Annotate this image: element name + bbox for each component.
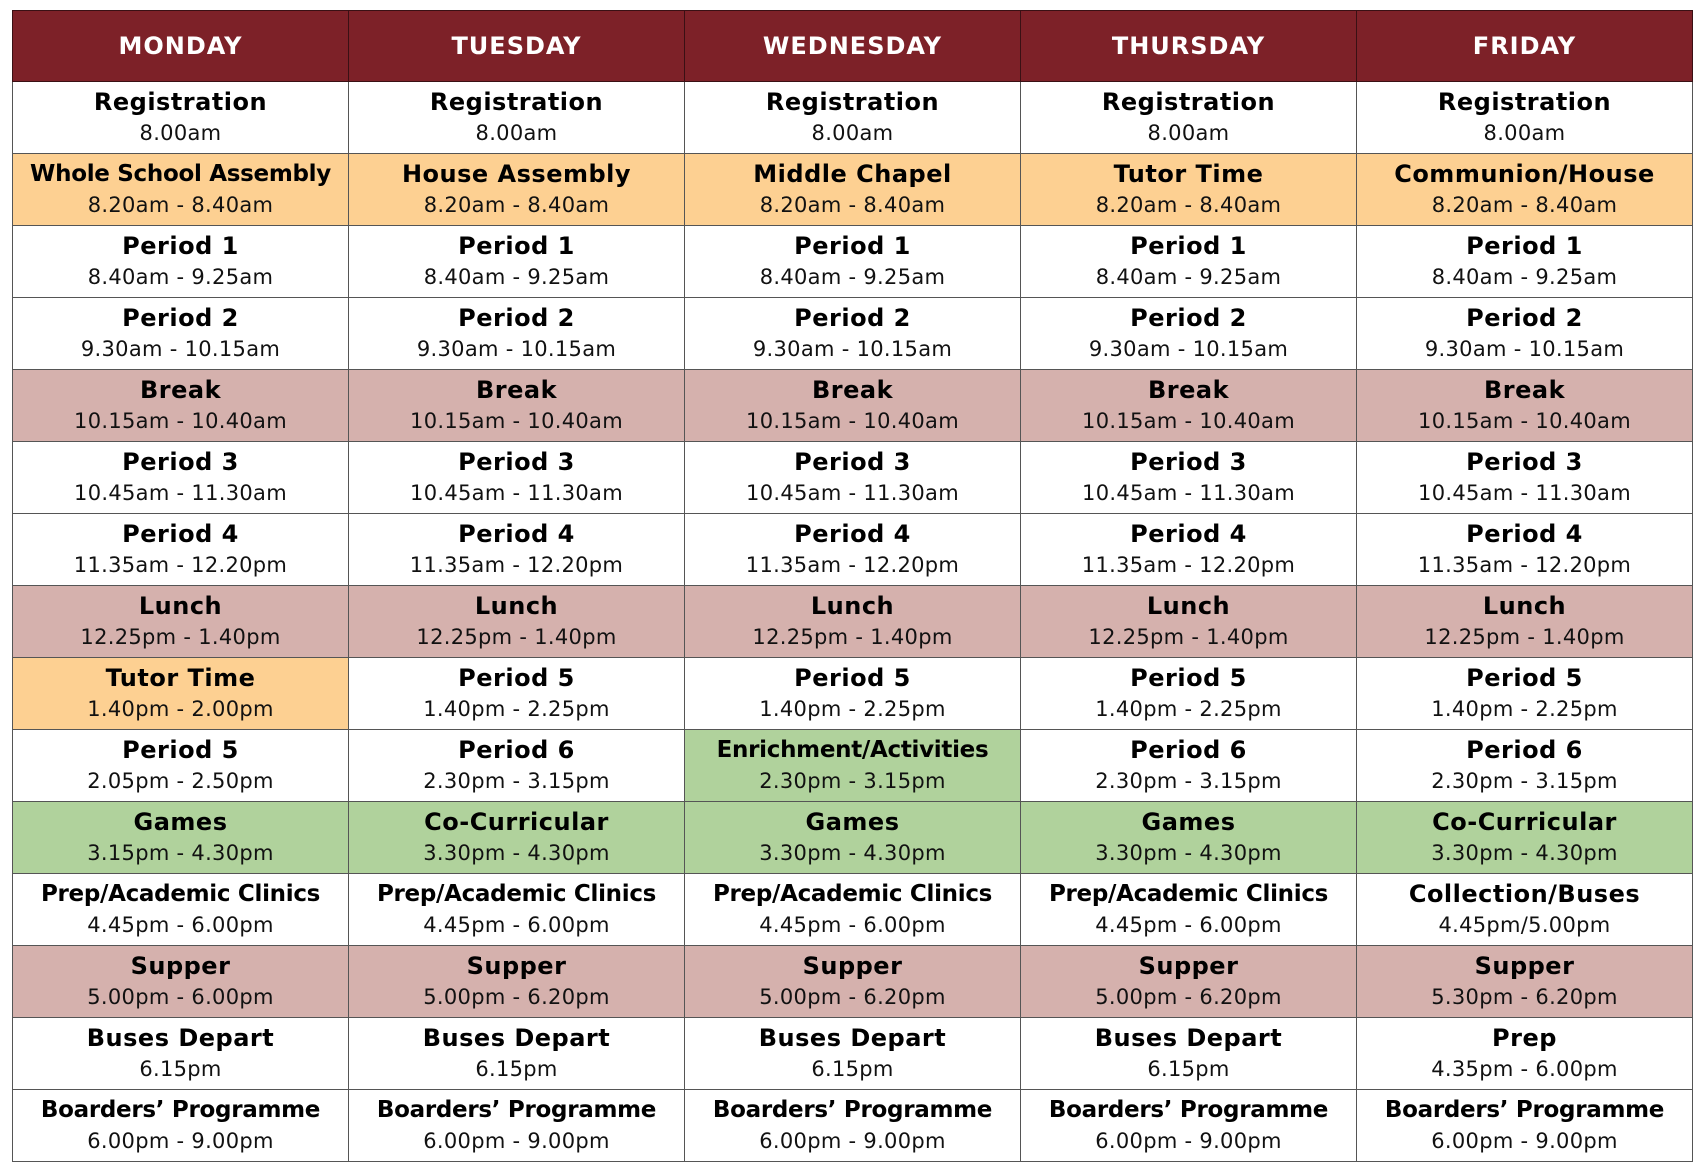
session-title: Period 3: [1466, 447, 1583, 476]
session-time: 8.00am: [139, 120, 222, 145]
timetable-cell-friday: [1357, 82, 1693, 154]
session-time: 4.45pm - 6.00pm: [423, 912, 610, 937]
day-header-wednesday: WEDNESDAY: [685, 11, 1021, 82]
timetable-cell-thursday: [1021, 586, 1357, 658]
session-title: Period 3: [1130, 447, 1247, 476]
timetable-cell-wednesday: [685, 82, 1021, 154]
session-title: Games: [805, 807, 900, 836]
session-title: Prep/Academic Clinics: [40, 880, 321, 907]
session-time: 11.35am - 12.20pm: [409, 552, 624, 577]
session-time: 6.15pm: [475, 1056, 558, 1081]
timetable-cell-thursday: [1021, 370, 1357, 442]
session-title: Buses Depart: [422, 1023, 611, 1052]
session-title: Period 4: [1466, 519, 1583, 548]
session-title: Period 2: [1130, 303, 1247, 332]
session-title: Period 6: [458, 735, 575, 764]
timetable-cell-monday: [13, 730, 349, 802]
day-header-monday: MONDAY: [13, 11, 349, 82]
timetable-cell-friday: [1357, 298, 1693, 370]
timetable-row: [13, 874, 1693, 946]
session-title: Middle Chapel: [753, 159, 952, 188]
timetable-cell-wednesday: [685, 514, 1021, 586]
timetable-cell-wednesday: [685, 442, 1021, 514]
day-header-thursday: THURSDAY: [1021, 11, 1357, 82]
session-time: 8.00am: [1483, 120, 1566, 145]
session-time: 10.15am - 10.40am: [410, 408, 623, 433]
timetable-cell-monday: [13, 226, 349, 298]
session-time: 5.00pm - 6.00pm: [87, 984, 274, 1009]
timetable-cell-wednesday: [685, 946, 1021, 1018]
session-title: Period 6: [1130, 735, 1247, 764]
session-title: Prep/Academic Clinics: [1048, 880, 1329, 907]
timetable-cell-tuesday: [349, 1090, 685, 1162]
timetable-cell-tuesday: [349, 586, 685, 658]
session-title: Boarders’ Programme: [712, 1096, 993, 1123]
session-time: 3.30pm - 4.30pm: [423, 840, 610, 865]
timetable-row: [13, 730, 1693, 802]
timetable-cell-wednesday: [685, 874, 1021, 946]
session-title: Boarders’ Programme: [1384, 1096, 1665, 1123]
session-time: 9.30am - 10.15am: [416, 336, 617, 361]
timetable-cell-tuesday: [349, 1018, 685, 1090]
session-time: 11.35am - 12.20pm: [73, 552, 288, 577]
session-time: 5.00pm - 6.20pm: [759, 984, 946, 1009]
day-header-row: [13, 11, 1693, 82]
session-time: 2.05pm - 2.50pm: [87, 768, 274, 793]
session-title: Whole School Assembly: [30, 160, 331, 187]
session-time: 12.25pm - 1.40pm: [80, 624, 281, 649]
session-title: Supper: [802, 951, 903, 980]
session-title: Lunch: [138, 591, 223, 620]
session-time: 12.25pm - 1.40pm: [1088, 624, 1289, 649]
timetable-row: [13, 298, 1693, 370]
session-time: 4.45pm - 6.00pm: [759, 912, 946, 937]
timetable-cell-thursday: [1021, 946, 1357, 1018]
timetable-cell-tuesday: [349, 82, 685, 154]
session-time: 8.00am: [811, 120, 894, 145]
timetable-row: [13, 154, 1693, 226]
timetable-row: [13, 1090, 1693, 1162]
session-title: Period 2: [1466, 303, 1583, 332]
session-title: Period 4: [458, 519, 575, 548]
session-time: 8.20am - 8.40am: [1431, 192, 1618, 217]
session-title: Co-Curricular: [1432, 807, 1617, 836]
timetable-cell-tuesday: [349, 658, 685, 730]
timetable-row: [13, 82, 1693, 154]
timetable-row: [13, 802, 1693, 874]
session-time: 6.00pm - 9.00pm: [423, 1128, 610, 1153]
timetable-cell-friday: [1357, 514, 1693, 586]
session-time: 8.40am - 9.25am: [1431, 264, 1618, 289]
timetable-cell-thursday: [1021, 154, 1357, 226]
timetable-cell-tuesday: [349, 946, 685, 1018]
timetable-cell-thursday: [1021, 802, 1357, 874]
timetable-cell-monday: [13, 514, 349, 586]
session-title: Prep/Academic Clinics: [376, 880, 657, 907]
timetable-cell-friday: [1357, 442, 1693, 514]
session-time: 8.20am - 8.40am: [1095, 192, 1282, 217]
session-title: Period 3: [794, 447, 911, 476]
session-time: 11.35am - 12.20pm: [1081, 552, 1296, 577]
timetable-cell-tuesday: [349, 874, 685, 946]
session-time: 1.40pm - 2.25pm: [1095, 696, 1282, 721]
session-time: 10.45am - 11.30am: [1418, 480, 1631, 505]
session-time: 10.15am - 10.40am: [1082, 408, 1295, 433]
timetable-cell-wednesday: [685, 154, 1021, 226]
session-time: 10.15am - 10.40am: [746, 408, 959, 433]
session-title: Period 1: [458, 231, 575, 260]
timetable-cell-thursday: [1021, 226, 1357, 298]
timetable-cell-thursday: [1021, 874, 1357, 946]
session-time: 4.45pm - 6.00pm: [1095, 912, 1282, 937]
timetable-body: [13, 82, 1693, 1162]
timetable-cell-friday: [1357, 658, 1693, 730]
session-time: 10.45am - 11.30am: [74, 480, 287, 505]
timetable-cell-wednesday: [685, 1018, 1021, 1090]
timetable-cell-monday: [13, 442, 349, 514]
session-time: 8.20am - 8.40am: [759, 192, 946, 217]
session-title: Period 5: [1130, 663, 1247, 692]
day-header-friday: FRIDAY: [1357, 11, 1693, 82]
session-time: 10.45am - 11.30am: [1082, 480, 1295, 505]
session-time: 9.30am - 10.15am: [752, 336, 953, 361]
session-title: Supper: [466, 951, 567, 980]
session-time: 4.35pm - 6.00pm: [1431, 1056, 1618, 1081]
timetable-cell-tuesday: [349, 802, 685, 874]
session-title: Buses Depart: [86, 1023, 275, 1052]
timetable-cell-monday: [13, 586, 349, 658]
session-time: 11.35am - 12.20pm: [1417, 552, 1632, 577]
session-time: 12.25pm - 1.40pm: [752, 624, 953, 649]
session-time: 9.30am - 10.15am: [80, 336, 281, 361]
timetable-cell-friday: [1357, 586, 1693, 658]
session-title: Tutor Time: [105, 663, 256, 692]
session-title: House Assembly: [401, 159, 632, 188]
session-title: Collection/Buses: [1408, 879, 1641, 908]
session-time: 9.30am - 10.15am: [1088, 336, 1289, 361]
timetable-row: [13, 514, 1693, 586]
timetable-cell-thursday: [1021, 514, 1357, 586]
timetable-cell-wednesday: [685, 586, 1021, 658]
session-time: 8.40am - 9.25am: [423, 264, 610, 289]
session-title: Supper: [1138, 951, 1239, 980]
session-time: 6.00pm - 9.00pm: [1431, 1128, 1618, 1153]
session-title: Registration: [93, 87, 268, 116]
session-title: Registration: [1437, 87, 1612, 116]
timetable-cell-monday: [13, 1018, 349, 1090]
session-title: Lunch: [474, 591, 559, 620]
session-title: Period 3: [122, 447, 239, 476]
timetable-cell-wednesday: [685, 658, 1021, 730]
timetable-cell-wednesday: [685, 226, 1021, 298]
session-title: Break: [475, 375, 558, 404]
timetable-cell-wednesday: [685, 298, 1021, 370]
timetable-cell-monday: [13, 370, 349, 442]
session-time: 8.40am - 9.25am: [87, 264, 274, 289]
session-title: Period 1: [1466, 231, 1583, 260]
session-title: Period 5: [122, 735, 239, 764]
timetable-cell-monday: [13, 946, 349, 1018]
session-time: 1.40pm - 2.00pm: [87, 696, 274, 721]
timetable-cell-monday: [13, 154, 349, 226]
timetable-cell-thursday: [1021, 730, 1357, 802]
timetable-cell-friday: [1357, 370, 1693, 442]
session-time: 2.30pm - 3.15pm: [423, 768, 610, 793]
session-time: 10.15am - 10.40am: [1418, 408, 1631, 433]
session-time: 1.40pm - 2.25pm: [1431, 696, 1618, 721]
session-time: 5.00pm - 6.20pm: [423, 984, 610, 1009]
timetable-cell-wednesday: [685, 370, 1021, 442]
session-title: Period 4: [794, 519, 911, 548]
session-title: Communion/House: [1394, 159, 1655, 188]
session-title: Games: [133, 807, 228, 836]
timetable-cell-monday: [13, 298, 349, 370]
session-title: Games: [1141, 807, 1236, 836]
timetable-row: [13, 370, 1693, 442]
session-time: 4.45pm - 6.00pm: [87, 912, 274, 937]
session-time: 5.30pm - 6.20pm: [1431, 984, 1618, 1009]
session-title: Period 1: [122, 231, 239, 260]
session-title: Period 3: [458, 447, 575, 476]
session-title: Period 2: [794, 303, 911, 332]
timetable-cell-monday: [13, 658, 349, 730]
timetable-row: [13, 586, 1693, 658]
session-title: Break: [811, 375, 894, 404]
session-title: Period 5: [794, 663, 911, 692]
session-title: Period 5: [458, 663, 575, 692]
session-time: 1.40pm - 2.25pm: [423, 696, 610, 721]
timetable-cell-monday: [13, 874, 349, 946]
timetable-cell-friday: [1357, 1090, 1693, 1162]
session-time: 6.15pm: [1147, 1056, 1230, 1081]
session-title: Period 2: [458, 303, 575, 332]
timetable-row: [13, 658, 1693, 730]
session-time: 3.30pm - 4.30pm: [1431, 840, 1618, 865]
session-title: Period 6: [1466, 735, 1583, 764]
timetable-cell-friday: [1357, 154, 1693, 226]
session-time: 1.40pm - 2.25pm: [759, 696, 946, 721]
timetable-cell-monday: [13, 82, 349, 154]
session-title: Registration: [429, 87, 604, 116]
session-time: 2.30pm - 3.15pm: [1095, 768, 1282, 793]
session-title: Period 5: [1466, 663, 1583, 692]
session-time: 8.00am: [1147, 120, 1230, 145]
session-time: 8.20am - 8.40am: [423, 192, 610, 217]
timetable-cell-thursday: [1021, 658, 1357, 730]
timetable-cell-thursday: [1021, 82, 1357, 154]
session-title: Period 1: [1130, 231, 1247, 260]
session-title: Period 2: [122, 303, 239, 332]
timetable-row: [13, 442, 1693, 514]
timetable-cell-thursday: [1021, 442, 1357, 514]
session-time: 12.25pm - 1.40pm: [416, 624, 617, 649]
timetable-cell-friday: [1357, 1018, 1693, 1090]
session-title: Lunch: [1146, 591, 1231, 620]
session-time: 2.30pm - 3.15pm: [1431, 768, 1618, 793]
session-time: 6.15pm: [811, 1056, 894, 1081]
session-time: 2.30pm - 3.15pm: [759, 768, 946, 793]
session-title: Break: [139, 375, 222, 404]
session-title: Prep/Academic Clinics: [712, 880, 993, 907]
timetable-cell-thursday: [1021, 1090, 1357, 1162]
session-time: 12.25pm - 1.40pm: [1424, 624, 1625, 649]
session-time: 6.00pm - 9.00pm: [759, 1128, 946, 1153]
session-time: 8.40am - 9.25am: [1095, 264, 1282, 289]
timetable-cell-friday: [1357, 946, 1693, 1018]
timetable-cell-friday: [1357, 802, 1693, 874]
session-title: Buses Depart: [758, 1023, 947, 1052]
session-title: Lunch: [1482, 591, 1567, 620]
timetable-cell-thursday: [1021, 298, 1357, 370]
session-title: Registration: [765, 87, 940, 116]
timetable-cell-thursday: [1021, 1018, 1357, 1090]
timetable-cell-tuesday: [349, 298, 685, 370]
session-time: 10.15am - 10.40am: [74, 408, 287, 433]
session-title: Period 4: [122, 519, 239, 548]
session-title: Boarders’ Programme: [40, 1096, 321, 1123]
session-time: 3.30pm - 4.30pm: [1095, 840, 1282, 865]
timetable-cell-monday: [13, 802, 349, 874]
timetable-cell-tuesday: [349, 442, 685, 514]
session-time: 6.15pm: [139, 1056, 222, 1081]
session-title: Supper: [130, 951, 231, 980]
timetable-cell-friday: [1357, 730, 1693, 802]
session-title: Tutor Time: [1113, 159, 1264, 188]
session-time: 8.00am: [475, 120, 558, 145]
timetable-cell-wednesday: [685, 1090, 1021, 1162]
session-time: 9.30am - 10.15am: [1424, 336, 1625, 361]
timetable-row: [13, 1018, 1693, 1090]
timetable-cell-wednesday: [685, 802, 1021, 874]
day-header-tuesday: TUESDAY: [349, 11, 685, 82]
timetable-cell-friday: [1357, 226, 1693, 298]
session-title: Boarders’ Programme: [376, 1096, 657, 1123]
session-title: Break: [1483, 375, 1566, 404]
timetable-cell-monday: [13, 1090, 349, 1162]
session-title: Lunch: [810, 591, 895, 620]
timetable-cell-tuesday: [349, 154, 685, 226]
timetable-cell-tuesday: [349, 730, 685, 802]
session-time: 3.30pm - 4.30pm: [759, 840, 946, 865]
session-time: 3.15pm - 4.30pm: [87, 840, 274, 865]
session-time: 10.45am - 11.30am: [746, 480, 959, 505]
session-time: 8.40am - 9.25am: [759, 264, 946, 289]
session-title: Period 1: [794, 231, 911, 260]
timetable-cell-tuesday: [349, 226, 685, 298]
timetable-cell-tuesday: [349, 514, 685, 586]
timetable-cell-wednesday: [685, 730, 1021, 802]
timetable-row: [13, 226, 1693, 298]
session-title: Supper: [1474, 951, 1575, 980]
session-title: Enrichment/Activities: [716, 736, 989, 763]
session-title: Boarders’ Programme: [1048, 1096, 1329, 1123]
session-time: 6.00pm - 9.00pm: [1095, 1128, 1282, 1153]
timetable-cell-tuesday: [349, 370, 685, 442]
session-title: Break: [1147, 375, 1230, 404]
session-time: 6.00pm - 9.00pm: [87, 1128, 274, 1153]
session-time: 10.45am - 11.30am: [410, 480, 623, 505]
timetable-row: [13, 946, 1693, 1018]
session-time: 5.00pm - 6.20pm: [1095, 984, 1282, 1009]
session-time: 4.45pm/5.00pm: [1438, 912, 1611, 937]
session-title: Prep: [1492, 1023, 1557, 1052]
session-time: 11.35am - 12.20pm: [745, 552, 960, 577]
session-title: Period 4: [1130, 519, 1247, 548]
session-time: 8.20am - 8.40am: [87, 192, 274, 217]
session-title: Registration: [1101, 87, 1276, 116]
timetable-cell-friday: [1357, 874, 1693, 946]
session-title: Co-Curricular: [424, 807, 609, 836]
session-title: Buses Depart: [1094, 1023, 1283, 1052]
weekly-timetable: [12, 10, 1693, 1162]
